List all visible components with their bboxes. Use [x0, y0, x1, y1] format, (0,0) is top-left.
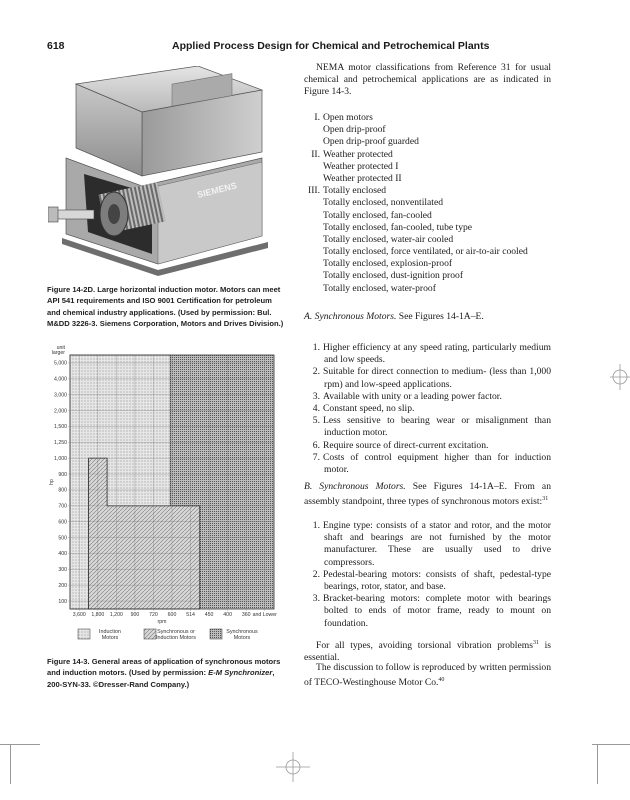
section-a-title: A. Synchronous Motors.	[304, 311, 397, 322]
class-item: Totally enclosed, explosion-proof	[323, 258, 453, 270]
class-item: Totally enclosed, fan-cooled	[323, 209, 432, 221]
x-tick-label: 400	[223, 612, 232, 618]
list-b	[304, 520, 551, 630]
class-numeral: I.	[314, 112, 320, 123]
class-item: Totally enclosed, force ventilated, or air-to-air cooled	[323, 246, 528, 258]
y-unit-label: unit	[56, 345, 65, 351]
motor-drawing	[48, 66, 280, 276]
x-tick-label: 450	[204, 612, 214, 618]
list-item	[304, 342, 551, 366]
figure-14-2d-caption: Figure 14-2D. Large horizontal induction motor. Motors can meet API 541 requirements and ISO 9001 Certification for petroleum and chemical industry applications. (Used by permission: Bul. M&DD 3226-3. Siemens Corporation, Motors and Drives Division.)	[47, 285, 284, 328]
siemens-logo-text: SIEMENS	[196, 180, 238, 200]
closing-text: The discussion to follow is reproduced by written permission of TECO-Westinghouse Motor Co.	[304, 662, 552, 689]
intro-paragraph: NEMA motor classifications from Reference 31 for usual chemical and petrochemical applications are as indicated in Figure 14-3.	[304, 62, 551, 98]
y-tick-label: 500	[58, 535, 67, 542]
list-item	[304, 593, 551, 630]
closing-text: For all types, avoiding torsional vibration problems	[316, 640, 533, 652]
closing-paragraph-2	[304, 662, 551, 690]
y-tick-label: 1,250	[54, 440, 67, 447]
list-text: Pedestal-bearing motors: consists of shaft, pedestal-type bearings, rotor, stator, and base.	[323, 568, 551, 593]
y-tick-label: 400	[58, 551, 67, 558]
class-group	[304, 149, 554, 186]
class-item: Open drip-proof	[323, 124, 386, 136]
class-item: Open drip-proof guarded	[323, 136, 419, 148]
list-text: Less sensitive to bearing wear or misalignment than induction motor.	[323, 415, 551, 439]
x-tick-label: 900	[130, 612, 140, 618]
class-item: Totally enclosed, dust-ignition proof	[323, 270, 464, 282]
section-b-paragraph	[304, 481, 551, 509]
y-tick-label: 800	[58, 487, 67, 494]
list-item	[304, 569, 551, 593]
page-number: 618	[47, 40, 65, 52]
class-item: Totally enclosed, fan-cooled, tube type	[323, 221, 473, 233]
section-a-ref: See Figures 14-1A–E.	[396, 311, 484, 322]
legend-swatch	[144, 629, 156, 639]
y-tick-label: 1,500	[54, 424, 67, 431]
closing-citation: 40	[438, 677, 445, 684]
x-tick-label: 720	[149, 612, 158, 618]
x-tick-label: and Lower	[252, 612, 277, 618]
list-text: Constant speed, no slip.	[323, 403, 415, 415]
section-b-text: See Figures 14-1A–E. From an assembly standpoint, three types of synchronous motors exist:	[304, 481, 551, 508]
class-item: Totally enclosed, water-air cooled	[323, 233, 454, 245]
legend-label: Motors	[101, 635, 119, 641]
list-item	[304, 403, 551, 415]
caption-source: E-M Synchronizer	[208, 668, 273, 678]
x-tick-label: 1,200	[109, 612, 123, 618]
figure-14-3-chart	[48, 343, 288, 650]
trim-mark	[592, 744, 630, 745]
registration-mark-bottom	[276, 752, 310, 782]
list-text: Costs of control equipment higher than for induction motor.	[323, 451, 551, 476]
list-text: Suitable for direct connection to medium- (less than 1,000 rpm) and low-speed applications.	[323, 366, 551, 390]
list-a	[304, 342, 551, 476]
caption-tail: , 200-SYN-33. ©Dresser-Rand Company.)	[47, 668, 275, 689]
list-text: Bracket-bearing motors: complete motor with bearings bolted to ends of motor frame, ready to mount on foundation.	[323, 593, 551, 629]
class-group	[304, 112, 554, 149]
list-item	[304, 440, 551, 452]
x-tick-label: 600	[167, 612, 177, 618]
class-title: Weather protected	[323, 148, 393, 160]
list-item	[304, 415, 551, 439]
trim-mark	[0, 744, 40, 745]
list-number: 4.	[312, 403, 320, 415]
x-tick-label: 3,600	[72, 612, 86, 618]
class-title: Open motors	[323, 112, 373, 123]
legend-swatch	[78, 629, 90, 639]
running-title: Applied Process Design for Chemical and Petrochemical Plants	[172, 40, 490, 52]
legend-swatch	[210, 629, 222, 639]
closing-tail: is essential.	[304, 640, 551, 664]
y-tick-label: 2,000	[54, 408, 67, 415]
list-text: Engine type: consists of a stator and rotor, and the motor shaft and bearings are not furnished by the motor manufacturer. These are usually used to drive compressors.	[323, 520, 551, 568]
y-tick-label: 1,000	[54, 455, 67, 462]
class-item: Totally enclosed, nonventilated	[323, 197, 444, 209]
list-number: 7.	[312, 451, 320, 463]
y-tick-label: 200	[58, 582, 67, 589]
list-number: 3.	[312, 593, 320, 605]
x-tick-label: 1,800	[91, 612, 105, 618]
list-item	[304, 452, 551, 476]
closing-paragraph-1	[304, 637, 551, 665]
list-item	[304, 520, 551, 569]
y-tick-label: 700	[58, 503, 67, 510]
motor-illustration	[48, 66, 280, 276]
class-numeral: II.	[311, 148, 320, 160]
registration-mark-right	[610, 360, 630, 394]
y-tick-label: 5,000	[54, 360, 67, 367]
y-tick-label: 300	[58, 567, 67, 574]
y-tick-label: 600	[58, 519, 67, 526]
trim-mark	[10, 744, 11, 784]
y-unit-label: larger	[51, 350, 65, 356]
legend-label: Induction Motors	[156, 635, 196, 641]
section-b-citation: 31	[542, 496, 549, 503]
list-number: 3.	[312, 390, 320, 402]
y-tick-label: 100	[58, 598, 67, 605]
section-b-title: B. Synchronous Motors.	[304, 481, 406, 492]
list-number: 2.	[312, 366, 320, 378]
class-title: Totally enclosed	[323, 185, 387, 197]
closing-citation: 31	[532, 640, 539, 646]
y-tick-label: 4,000	[54, 376, 67, 383]
chart-svg	[48, 343, 288, 650]
list-text: Available with unity or a leading power factor.	[323, 390, 502, 402]
class-item: Weather protected II	[323, 172, 402, 184]
list-item	[304, 391, 551, 403]
section-a-heading	[304, 311, 551, 323]
nema-classification-list	[304, 112, 554, 295]
class-numeral: III.	[308, 185, 320, 197]
class-item: Weather protected I	[323, 160, 399, 172]
list-number: 5.	[312, 415, 320, 427]
y-tick-label: 900	[58, 471, 67, 478]
x-tick-label: 514	[186, 612, 195, 618]
list-number: 2.	[312, 568, 320, 580]
list-number: 1.	[312, 342, 320, 353]
list-number: 6.	[312, 439, 320, 451]
class-group	[304, 185, 554, 295]
legend-label: Motors	[233, 635, 251, 641]
list-item	[304, 366, 551, 390]
list-number: 1.	[312, 520, 320, 531]
class-item: Totally enclosed, water-proof	[323, 282, 436, 294]
legend-label: Synchronous or	[157, 629, 195, 635]
list-text: Require source of direct-current excitation.	[323, 439, 489, 451]
x-axis-label: rpm	[157, 619, 167, 625]
legend-label: Induction	[99, 629, 121, 635]
trim-mark	[597, 744, 598, 784]
legend-label: Synchronous	[226, 629, 258, 635]
x-tick-label: 360	[241, 612, 251, 618]
figure-14-3-caption	[47, 656, 287, 690]
y-axis-label: hp	[49, 479, 55, 485]
caption-lead: Figure 14-3. General areas of application of synchronous motors and induction motors. (Used by permission:	[47, 657, 281, 678]
list-text: Higher efficiency at any speed rating, particularly medium and low speeds.	[323, 342, 551, 366]
y-tick-label: 3,000	[54, 392, 67, 399]
